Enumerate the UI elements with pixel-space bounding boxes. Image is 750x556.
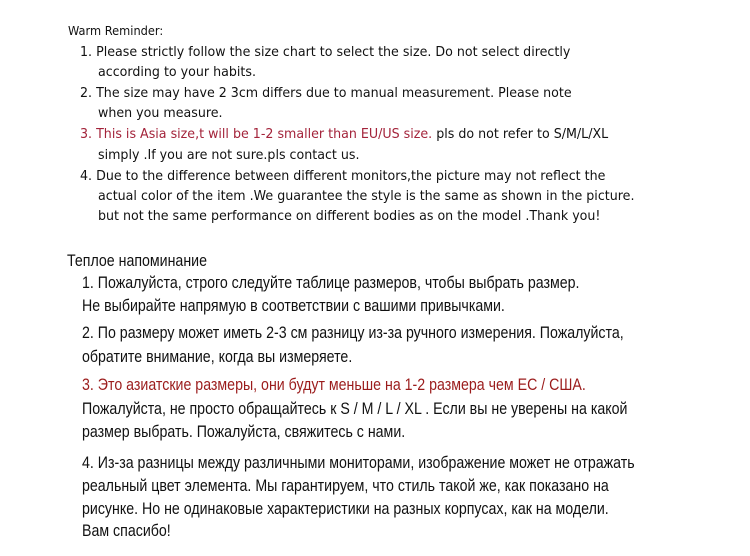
russian-item-4-line-1: 4. Из-за разницы между различными мониторами, изображение может не отражать (82, 454, 635, 472)
russian-item-4-line-4: Вам спасибо! (82, 522, 171, 540)
english-item-3-rest: pls do not refer to S/M/L/XL (432, 126, 609, 142)
english-item-2-line-1: 2. The size may have 2 3cm differs due to manual measurement. Please note (80, 85, 572, 101)
russian-item-4-line-2: реальный цвет элемента. Мы гарантируем, что стиль такой же, как показано на (82, 477, 609, 495)
russian-item-1-line-1: 1. Пожалуйста, строго следуйте таблице размеров, чтобы выбрать размер. (82, 274, 580, 292)
english-item-4-line-3: but not the same performance on different bodies as on the model .Thank you! (98, 208, 601, 224)
russian-item-3-line-3: размер выбрать. Пожалуйста, свяжитесь с нами. (82, 423, 406, 441)
english-item-4-line-2: actual color of the item .We guarantee the style is the same as shown in the picture. (98, 188, 635, 204)
russian-item-1-line-2: Не выбирайте напрямую в соответствии с вашими привычками. (82, 297, 505, 315)
russian-item-2-line-1: 2. По размеру может иметь 2-3 см разницу из-за ручного измерения. Пожалуйста, (82, 324, 624, 342)
english-title: Warm Reminder: (68, 24, 164, 38)
english-item-3-line-2: simply .If you are not sure.pls contact us. (98, 147, 360, 163)
english-item-1-line-2: according to your habits. (98, 64, 256, 80)
english-item-3-highlight: 3. This is Asia size,t will be 1-2 smaller than EU/US size. (80, 126, 433, 142)
russian-item-4-line-3: рисунке. Но не одинаковые характеристики на разных корпусах, как на модели. (82, 500, 609, 518)
russian-item-2-line-2: обратите внимание, когда вы измеряете. (82, 348, 353, 366)
english-item-4-line-1: 4. Due to the difference between different monitors,the picture may not reflect the (80, 168, 606, 184)
english-item-2-line-2: when you measure. (98, 105, 223, 121)
russian-item-3-highlight: 3. Это азиатские размеры, они будут меньше на 1-2 размера чем ЕС / США. (82, 376, 586, 394)
russian-item-3-line-2: Пожалуйста, не просто обращайтесь к S / M / L / XL . Если вы не уверены на какой (82, 400, 628, 418)
english-item-3-line-1 (80, 124, 608, 144)
russian-title: Теплое напоминание (67, 252, 207, 270)
english-item-1-line-1: 1. Please strictly follow the size chart to select the size. Do not select directly (80, 44, 571, 60)
